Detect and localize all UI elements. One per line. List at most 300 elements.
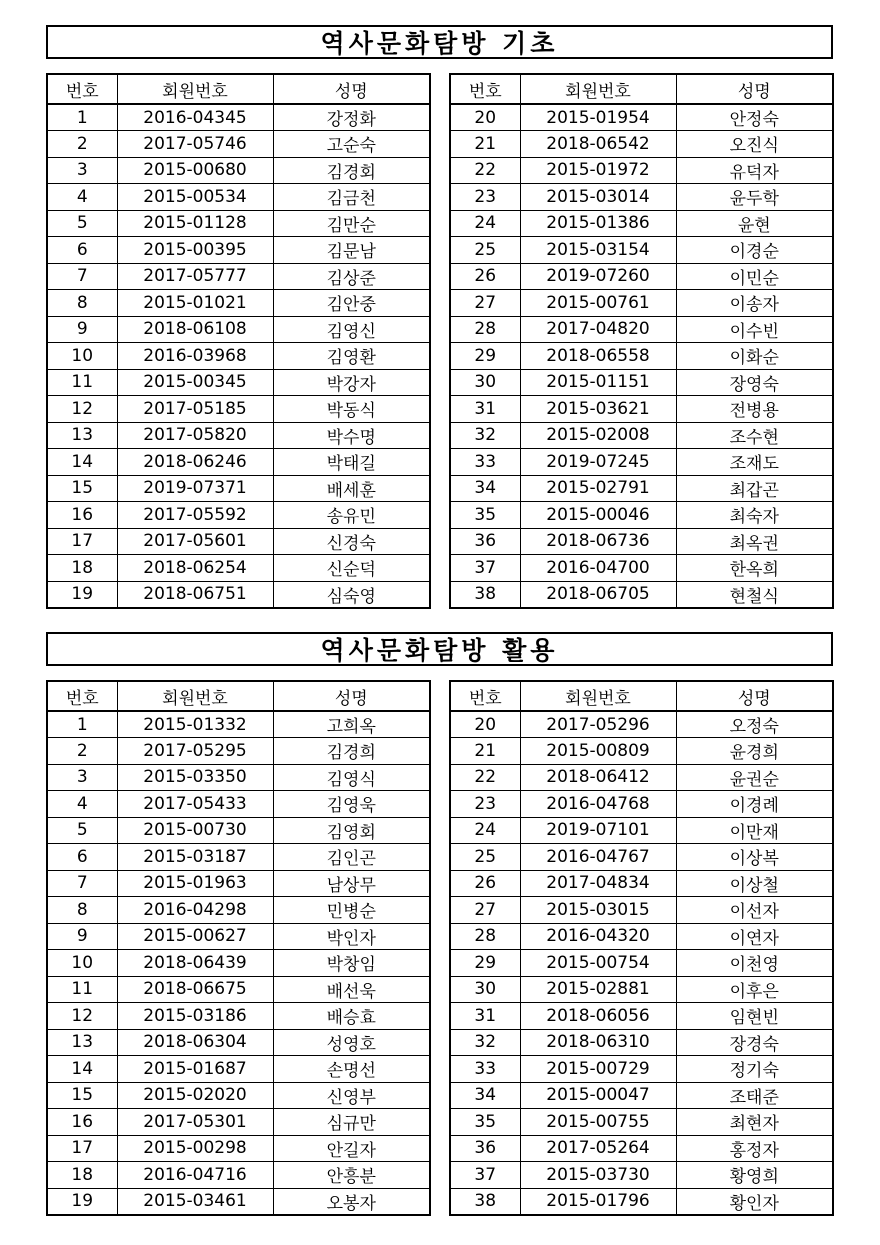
member-id: 2015-03015 bbox=[520, 897, 676, 924]
member-id: 2015-01332 bbox=[117, 711, 273, 738]
row-number: 23 bbox=[450, 791, 520, 818]
member-id: 2019-07260 bbox=[520, 263, 676, 290]
row-number: 30 bbox=[450, 976, 520, 1003]
member-name: 김안중 bbox=[273, 290, 430, 317]
member-id: 2017-05820 bbox=[117, 422, 273, 449]
roster-table-applied-right bbox=[449, 680, 834, 1216]
row-number: 15 bbox=[47, 1082, 117, 1109]
member-name: 이수빈 bbox=[676, 316, 833, 343]
member-id: 2017-05433 bbox=[117, 791, 273, 818]
table-row bbox=[47, 1029, 430, 1056]
member-id: 2018-06736 bbox=[520, 528, 676, 555]
member-id: 2015-00534 bbox=[117, 184, 273, 211]
table-row bbox=[450, 1056, 833, 1083]
table-row bbox=[47, 422, 430, 449]
member-name: 강정화 bbox=[273, 104, 430, 131]
member-id: 2015-03461 bbox=[117, 1188, 273, 1215]
member-name: 송유민 bbox=[273, 502, 430, 529]
member-id: 2016-04767 bbox=[520, 844, 676, 871]
row-number: 14 bbox=[47, 449, 117, 476]
member-id: 2015-03187 bbox=[117, 844, 273, 871]
member-id: 2015-03014 bbox=[520, 184, 676, 211]
row-number: 5 bbox=[47, 210, 117, 237]
member-name: 이천영 bbox=[676, 950, 833, 977]
member-id: 2015-01151 bbox=[520, 369, 676, 396]
table-header-row bbox=[47, 681, 430, 711]
row-number: 25 bbox=[450, 237, 520, 264]
member-id: 2015-03621 bbox=[520, 396, 676, 423]
row-number: 11 bbox=[47, 976, 117, 1003]
member-id: 2017-05301 bbox=[117, 1109, 273, 1136]
member-id: 2017-05296 bbox=[520, 711, 676, 738]
row-number: 37 bbox=[450, 555, 520, 582]
row-number: 18 bbox=[47, 1162, 117, 1189]
member-id: 2017-05295 bbox=[117, 738, 273, 765]
member-id: 2015-00627 bbox=[117, 923, 273, 950]
member-name: 이민순 bbox=[676, 263, 833, 290]
row-number: 33 bbox=[450, 1056, 520, 1083]
member-id: 2015-00345 bbox=[117, 369, 273, 396]
table-row bbox=[47, 396, 430, 423]
member-name: 전병용 bbox=[676, 396, 833, 423]
table-row bbox=[450, 1109, 833, 1136]
member-name: 오봉자 bbox=[273, 1188, 430, 1215]
row-number: 32 bbox=[450, 422, 520, 449]
roster-table-basic-left bbox=[46, 73, 431, 609]
row-number: 36 bbox=[450, 528, 520, 555]
table-row bbox=[47, 897, 430, 924]
row-number: 38 bbox=[450, 1188, 520, 1215]
table-row bbox=[450, 369, 833, 396]
member-name: 유덕자 bbox=[676, 157, 833, 184]
member-name: 이후은 bbox=[676, 976, 833, 1003]
member-id: 2017-04834 bbox=[520, 870, 676, 897]
row-number: 18 bbox=[47, 555, 117, 582]
member-name: 배승효 bbox=[273, 1003, 430, 1030]
member-id: 2017-05601 bbox=[117, 528, 273, 555]
header-member-id: 회원번호 bbox=[117, 681, 273, 711]
member-name: 김인곤 bbox=[273, 844, 430, 871]
member-name: 김영회 bbox=[273, 817, 430, 844]
header-name: 성명 bbox=[676, 74, 833, 104]
header-number: 번호 bbox=[450, 681, 520, 711]
roster-table-applied-left bbox=[46, 680, 431, 1216]
member-name: 박동식 bbox=[273, 396, 430, 423]
table-header-row bbox=[47, 74, 430, 104]
table-row bbox=[47, 791, 430, 818]
row-number: 13 bbox=[47, 422, 117, 449]
row-number: 22 bbox=[450, 764, 520, 791]
row-number: 5 bbox=[47, 817, 117, 844]
table-row bbox=[450, 1135, 833, 1162]
table-row bbox=[450, 449, 833, 476]
member-name: 박태길 bbox=[273, 449, 430, 476]
row-number: 25 bbox=[450, 844, 520, 871]
member-id: 2019-07245 bbox=[520, 449, 676, 476]
table-header-row bbox=[450, 681, 833, 711]
table-row bbox=[450, 210, 833, 237]
member-id: 2015-00754 bbox=[520, 950, 676, 977]
header-number: 번호 bbox=[47, 74, 117, 104]
member-name: 김경희 bbox=[273, 738, 430, 765]
member-name: 최옥권 bbox=[676, 528, 833, 555]
member-id: 2015-01954 bbox=[520, 104, 676, 131]
member-id: 2015-00730 bbox=[117, 817, 273, 844]
member-name: 윤현 bbox=[676, 210, 833, 237]
table-row bbox=[450, 263, 833, 290]
member-name: 이송자 bbox=[676, 290, 833, 317]
table-row bbox=[47, 923, 430, 950]
member-id: 2015-02020 bbox=[117, 1082, 273, 1109]
row-number: 29 bbox=[450, 343, 520, 370]
row-number: 13 bbox=[47, 1029, 117, 1056]
table-row bbox=[47, 555, 430, 582]
member-name: 이경례 bbox=[676, 791, 833, 818]
member-id: 2017-05264 bbox=[520, 1135, 676, 1162]
table-row bbox=[47, 131, 430, 158]
member-name: 김상준 bbox=[273, 263, 430, 290]
table-row bbox=[450, 764, 833, 791]
member-name: 김영욱 bbox=[273, 791, 430, 818]
row-number: 15 bbox=[47, 475, 117, 502]
member-id: 2017-05777 bbox=[117, 263, 273, 290]
member-name: 이상복 bbox=[676, 844, 833, 871]
member-id: 2018-06705 bbox=[520, 581, 676, 608]
table-row bbox=[450, 316, 833, 343]
header-name: 성명 bbox=[273, 681, 430, 711]
member-id: 2016-04768 bbox=[520, 791, 676, 818]
row-number: 1 bbox=[47, 104, 117, 131]
member-name: 김영식 bbox=[273, 764, 430, 791]
table-row bbox=[450, 290, 833, 317]
member-id: 2018-06056 bbox=[520, 1003, 676, 1030]
member-id: 2016-03968 bbox=[117, 343, 273, 370]
table-row bbox=[47, 343, 430, 370]
table-row bbox=[450, 1003, 833, 1030]
row-number: 34 bbox=[450, 1082, 520, 1109]
member-id: 2015-00809 bbox=[520, 738, 676, 765]
table-row bbox=[47, 1109, 430, 1136]
member-name: 이선자 bbox=[676, 897, 833, 924]
member-id: 2017-05185 bbox=[117, 396, 273, 423]
member-name: 정기숙 bbox=[676, 1056, 833, 1083]
table-row bbox=[450, 817, 833, 844]
member-name: 이연자 bbox=[676, 923, 833, 950]
member-id: 2019-07101 bbox=[520, 817, 676, 844]
member-name: 이화순 bbox=[676, 343, 833, 370]
member-id: 2018-06558 bbox=[520, 343, 676, 370]
row-number: 38 bbox=[450, 581, 520, 608]
header-name: 성명 bbox=[676, 681, 833, 711]
member-name: 이만재 bbox=[676, 817, 833, 844]
member-id: 2015-00680 bbox=[117, 157, 273, 184]
member-name: 민병순 bbox=[273, 897, 430, 924]
table-row bbox=[47, 950, 430, 977]
table-row bbox=[47, 817, 430, 844]
member-id: 2017-04820 bbox=[520, 316, 676, 343]
member-id: 2018-06304 bbox=[117, 1029, 273, 1056]
table-row bbox=[47, 237, 430, 264]
table-row bbox=[450, 844, 833, 871]
row-number: 7 bbox=[47, 870, 117, 897]
table-row bbox=[47, 1003, 430, 1030]
table-row bbox=[450, 131, 833, 158]
member-id: 2017-05592 bbox=[117, 502, 273, 529]
table-row bbox=[450, 555, 833, 582]
member-id: 2015-01796 bbox=[520, 1188, 676, 1215]
member-name: 황인자 bbox=[676, 1188, 833, 1215]
member-id: 2015-01128 bbox=[117, 210, 273, 237]
row-number: 3 bbox=[47, 764, 117, 791]
row-number: 22 bbox=[450, 157, 520, 184]
member-name: 김문남 bbox=[273, 237, 430, 264]
row-number: 20 bbox=[450, 711, 520, 738]
member-name: 박강자 bbox=[273, 369, 430, 396]
member-name: 신순덕 bbox=[273, 555, 430, 582]
member-name: 신경숙 bbox=[273, 528, 430, 555]
member-name: 남상무 bbox=[273, 870, 430, 897]
member-name: 윤두학 bbox=[676, 184, 833, 211]
table-row bbox=[450, 870, 833, 897]
member-id: 2015-03350 bbox=[117, 764, 273, 791]
member-name: 현철식 bbox=[676, 581, 833, 608]
member-id: 2018-06246 bbox=[117, 449, 273, 476]
header-member-id: 회원번호 bbox=[520, 74, 676, 104]
row-number: 26 bbox=[450, 263, 520, 290]
member-id: 2016-04716 bbox=[117, 1162, 273, 1189]
row-number: 10 bbox=[47, 950, 117, 977]
member-name: 배세훈 bbox=[273, 475, 430, 502]
table-row bbox=[47, 711, 430, 738]
member-id: 2015-02791 bbox=[520, 475, 676, 502]
member-name: 최현자 bbox=[676, 1109, 833, 1136]
table-row bbox=[450, 581, 833, 608]
row-number: 11 bbox=[47, 369, 117, 396]
member-id: 2018-06675 bbox=[117, 976, 273, 1003]
row-number: 27 bbox=[450, 897, 520, 924]
table-row bbox=[450, 422, 833, 449]
member-name: 장영숙 bbox=[676, 369, 833, 396]
section-title-basic: 역사문화탐방 기초 bbox=[46, 25, 833, 59]
row-number: 9 bbox=[47, 316, 117, 343]
member-id: 2015-03730 bbox=[520, 1162, 676, 1189]
member-id: 2018-06412 bbox=[520, 764, 676, 791]
table-row bbox=[450, 1029, 833, 1056]
row-number: 17 bbox=[47, 1135, 117, 1162]
row-number: 8 bbox=[47, 290, 117, 317]
row-number: 36 bbox=[450, 1135, 520, 1162]
row-number: 2 bbox=[47, 131, 117, 158]
row-number: 10 bbox=[47, 343, 117, 370]
table-row bbox=[47, 870, 430, 897]
member-name: 김영신 bbox=[273, 316, 430, 343]
member-name: 오정숙 bbox=[676, 711, 833, 738]
row-number: 16 bbox=[47, 1109, 117, 1136]
table-row bbox=[47, 210, 430, 237]
member-id: 2015-00298 bbox=[117, 1135, 273, 1162]
row-number: 35 bbox=[450, 502, 520, 529]
member-name: 김영환 bbox=[273, 343, 430, 370]
row-number: 34 bbox=[450, 475, 520, 502]
member-id: 2018-06439 bbox=[117, 950, 273, 977]
table-row bbox=[47, 976, 430, 1003]
row-number: 7 bbox=[47, 263, 117, 290]
row-number: 24 bbox=[450, 817, 520, 844]
member-name: 안길자 bbox=[273, 1135, 430, 1162]
section-title-applied: 역사문화탐방 활용 bbox=[46, 632, 833, 666]
member-id: 2018-06254 bbox=[117, 555, 273, 582]
table-row bbox=[450, 738, 833, 765]
table-row bbox=[450, 1082, 833, 1109]
table-row bbox=[47, 502, 430, 529]
member-name: 조재도 bbox=[676, 449, 833, 476]
table-row bbox=[47, 290, 430, 317]
member-name: 심숙영 bbox=[273, 581, 430, 608]
header-name: 성명 bbox=[273, 74, 430, 104]
table-row bbox=[450, 502, 833, 529]
table-header-row bbox=[450, 74, 833, 104]
member-id: 2015-03186 bbox=[117, 1003, 273, 1030]
table-row bbox=[450, 104, 833, 131]
row-number: 23 bbox=[450, 184, 520, 211]
member-id: 2015-01963 bbox=[117, 870, 273, 897]
member-id: 2015-01386 bbox=[520, 210, 676, 237]
row-number: 31 bbox=[450, 396, 520, 423]
member-id: 2015-01021 bbox=[117, 290, 273, 317]
header-member-id: 회원번호 bbox=[520, 681, 676, 711]
row-number: 12 bbox=[47, 1003, 117, 1030]
member-name: 이경순 bbox=[676, 237, 833, 264]
row-number: 31 bbox=[450, 1003, 520, 1030]
table-row bbox=[47, 263, 430, 290]
member-name: 오진식 bbox=[676, 131, 833, 158]
table-row bbox=[450, 528, 833, 555]
member-id: 2016-04700 bbox=[520, 555, 676, 582]
member-name: 한옥희 bbox=[676, 555, 833, 582]
row-number: 33 bbox=[450, 449, 520, 476]
row-number: 4 bbox=[47, 791, 117, 818]
table-row bbox=[47, 528, 430, 555]
header-member-id: 회원번호 bbox=[117, 74, 273, 104]
table-row bbox=[450, 711, 833, 738]
member-name: 김경회 bbox=[273, 157, 430, 184]
member-name: 임현빈 bbox=[676, 1003, 833, 1030]
member-id: 2015-00761 bbox=[520, 290, 676, 317]
member-id: 2015-02008 bbox=[520, 422, 676, 449]
row-number: 26 bbox=[450, 870, 520, 897]
table-row bbox=[450, 1162, 833, 1189]
member-name: 최숙자 bbox=[676, 502, 833, 529]
member-id: 2015-01687 bbox=[117, 1056, 273, 1083]
row-number: 21 bbox=[450, 131, 520, 158]
member-name: 손명선 bbox=[273, 1056, 430, 1083]
table-row bbox=[450, 343, 833, 370]
table-row bbox=[450, 976, 833, 1003]
row-number: 35 bbox=[450, 1109, 520, 1136]
member-id: 2018-06108 bbox=[117, 316, 273, 343]
table-row bbox=[47, 316, 430, 343]
row-number: 8 bbox=[47, 897, 117, 924]
table-row bbox=[47, 764, 430, 791]
member-name: 최갑곤 bbox=[676, 475, 833, 502]
member-id: 2019-07371 bbox=[117, 475, 273, 502]
member-name: 김금천 bbox=[273, 184, 430, 211]
table-row bbox=[450, 1188, 833, 1215]
member-name: 조태준 bbox=[676, 1082, 833, 1109]
row-number: 9 bbox=[47, 923, 117, 950]
member-id: 2015-03154 bbox=[520, 237, 676, 264]
row-number: 37 bbox=[450, 1162, 520, 1189]
table-row bbox=[450, 791, 833, 818]
table-row bbox=[47, 1082, 430, 1109]
member-name: 홍정자 bbox=[676, 1135, 833, 1162]
member-id: 2016-04345 bbox=[117, 104, 273, 131]
member-id: 2015-01972 bbox=[520, 157, 676, 184]
table-row bbox=[47, 1056, 430, 1083]
member-name: 황영희 bbox=[676, 1162, 833, 1189]
table-row bbox=[450, 950, 833, 977]
table-row bbox=[47, 1135, 430, 1162]
member-id: 2018-06751 bbox=[117, 581, 273, 608]
table-row bbox=[47, 157, 430, 184]
row-number: 14 bbox=[47, 1056, 117, 1083]
member-name: 안정숙 bbox=[676, 104, 833, 131]
roster-table-basic-right bbox=[449, 73, 834, 609]
member-name: 박수명 bbox=[273, 422, 430, 449]
header-number: 번호 bbox=[47, 681, 117, 711]
row-number: 19 bbox=[47, 1188, 117, 1215]
header-number: 번호 bbox=[450, 74, 520, 104]
table-row bbox=[450, 184, 833, 211]
row-number: 20 bbox=[450, 104, 520, 131]
member-id: 2015-00046 bbox=[520, 502, 676, 529]
table-row bbox=[450, 396, 833, 423]
row-number: 6 bbox=[47, 237, 117, 264]
member-name: 김만순 bbox=[273, 210, 430, 237]
table-row bbox=[47, 844, 430, 871]
member-name: 안흥분 bbox=[273, 1162, 430, 1189]
member-name: 장경숙 bbox=[676, 1029, 833, 1056]
row-number: 6 bbox=[47, 844, 117, 871]
table-row bbox=[47, 738, 430, 765]
table-row bbox=[450, 475, 833, 502]
member-id: 2016-04298 bbox=[117, 897, 273, 924]
member-name: 박인자 bbox=[273, 923, 430, 950]
table-row bbox=[47, 104, 430, 131]
table-row bbox=[47, 581, 430, 608]
member-name: 윤경희 bbox=[676, 738, 833, 765]
table-row bbox=[47, 369, 430, 396]
row-number: 12 bbox=[47, 396, 117, 423]
row-number: 2 bbox=[47, 738, 117, 765]
member-name: 윤권순 bbox=[676, 764, 833, 791]
row-number: 28 bbox=[450, 923, 520, 950]
member-id: 2017-05746 bbox=[117, 131, 273, 158]
table-row bbox=[47, 475, 430, 502]
table-row bbox=[450, 923, 833, 950]
table-row bbox=[47, 1162, 430, 1189]
member-name: 고순숙 bbox=[273, 131, 430, 158]
member-name: 조수현 bbox=[676, 422, 833, 449]
member-name: 배선욱 bbox=[273, 976, 430, 1003]
row-number: 4 bbox=[47, 184, 117, 211]
member-name: 고희옥 bbox=[273, 711, 430, 738]
member-name: 신영부 bbox=[273, 1082, 430, 1109]
row-number: 30 bbox=[450, 369, 520, 396]
member-id: 2015-00047 bbox=[520, 1082, 676, 1109]
table-row bbox=[47, 184, 430, 211]
row-number: 19 bbox=[47, 581, 117, 608]
